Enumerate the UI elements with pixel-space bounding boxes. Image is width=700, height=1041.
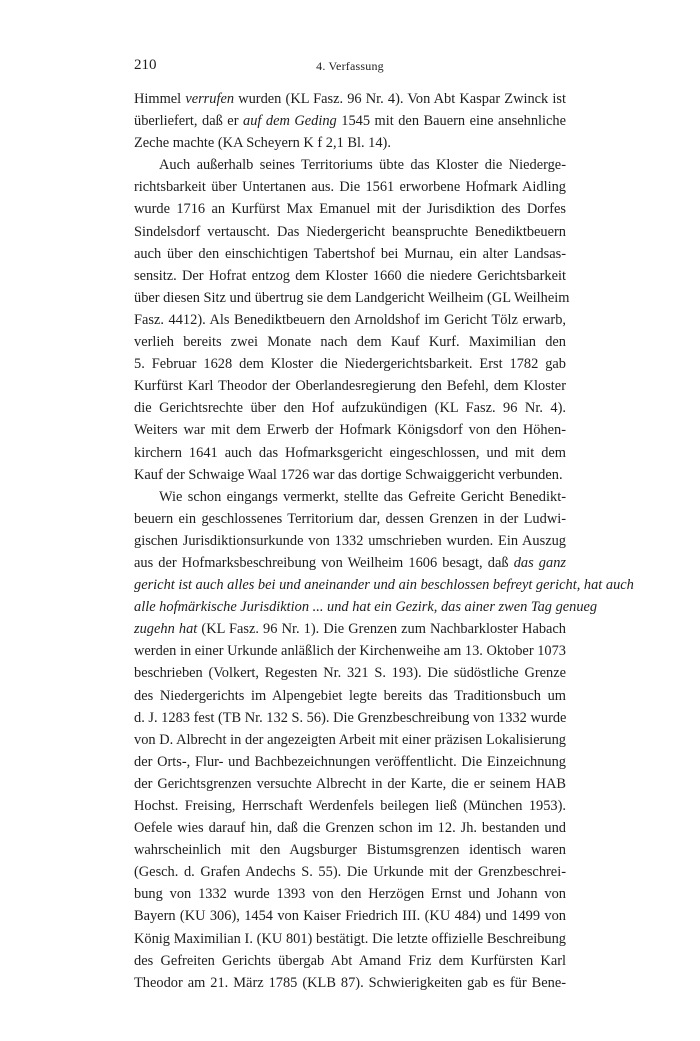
text-run: gischen Jurisdiktionsurkunde von 1332 umschrieben wurden. Ein Auszug (134, 532, 566, 549)
text-line (134, 287, 570, 309)
text-run: Fasz. 4412). Als Benediktbeuern den Arnoldshof im Gericht Tölz erwarb, (134, 311, 566, 328)
text-line (134, 243, 566, 265)
text-run: überliefert, daß er (134, 113, 243, 130)
italic-quote: gericht ist auch alles bei und aneinander und ain beschlossen befreyt gericht, hat auch (134, 577, 634, 594)
text-line (134, 640, 566, 662)
text-run: 1545 mit den Bauern eine ansehnliche (336, 113, 566, 130)
text-line (134, 309, 566, 331)
text-line (134, 132, 566, 154)
text-line (134, 176, 566, 198)
italic-quote: das ganz (513, 554, 566, 571)
text-line (134, 110, 566, 132)
text-line (134, 795, 566, 817)
text-line (134, 751, 566, 773)
text-run: beschrieben (Volkert, Regesten Nr. 321 S. 193). Die südöstliche Grenze (134, 665, 566, 682)
text-run: die Gerichtsrechte über den Hof aufzukündigen (KL Fasz. 96 Nr. 4). (134, 400, 566, 417)
italic-quote: alle hofmärkische Jurisdiktion ... und hat ein Gezirk, das ainer zwen Tag genueg (134, 599, 598, 616)
text-run: der Gerichtsgrenzen versuchte Albrecht in der Karte, die er seinem HAB (134, 775, 566, 792)
text-run: (KL Fasz. 96 Nr. 1). Die Grenzen zum Nachbarkloster Habach (197, 621, 566, 638)
text-run: kirchern 1641 auch das Hofmarksgericht eingeschlossen, und mit dem (134, 444, 566, 461)
text-line (134, 861, 566, 883)
running-head: 4. Verfassung (316, 59, 384, 73)
text-run: (Gesch. d. Grafen Andechs S. 55). Die Urkunde mit der Grenzbeschrei- (134, 864, 566, 881)
text-line (134, 950, 566, 972)
text-run: beuern ein geschlossenes Territorium dar, dessen Grenzen in der Ludwi- (134, 510, 566, 527)
text-line (134, 442, 566, 464)
text-line (134, 883, 566, 905)
text-line (134, 508, 566, 530)
text-line (134, 596, 598, 618)
text-run: König Maximilian I. (KU 801) bestätigt. Die letzte offizielle Beschreibung (134, 930, 566, 947)
text-line (134, 265, 566, 287)
text-run: von D. Albrecht in der angezeigten Arbeit mit einer präzisen Lokalisierung (134, 731, 566, 748)
body-text (134, 88, 634, 994)
text-run: Wie schon eingangs vermerkt, stellte das Gefreite Gericht Benedikt- (159, 488, 566, 505)
text-line (134, 375, 566, 397)
text-line (134, 198, 566, 220)
page-number: 210 (134, 57, 157, 73)
text-line (134, 464, 566, 486)
text-run: Bayern (KU 306), 1454 von Kaiser Friedrich III. (KU 484) und 1499 von (134, 908, 566, 925)
text-run: Weiters war mit dem Erwerb der Hofmark Königsdorf von den Höhen- (134, 422, 566, 439)
text-line (134, 154, 566, 176)
text-line (134, 905, 566, 927)
text-run: wurde 1716 an Kurfürst Max Emanuel mit der Jurisdiktion des Dorfes (134, 201, 566, 218)
page-header (134, 57, 566, 77)
text-run: Oefele wies darauf hin, daß die Grenzen schon im 12. Jh. bestanden und (134, 820, 566, 837)
text-run: über diesen Sitz und übertrug sie dem Landgericht Weilheim (GL Weilheim (134, 289, 570, 306)
text-run: richtsbarkeit über Untertanen aus. Die 1561 erworbene Hofmark Aidling (134, 179, 566, 196)
text-line (134, 817, 566, 839)
text-run: Zeche machte (KA Scheyern K f 2,1 Bl. 14). (134, 135, 391, 152)
text-line (134, 353, 566, 375)
text-line (134, 486, 566, 508)
text-line (134, 552, 566, 574)
text-line (134, 928, 566, 950)
text-line (134, 530, 566, 552)
text-line (134, 88, 566, 110)
text-run: Hochst. Freising, Herrschaft Werdenfels beilegen ließ (München 1953). (134, 798, 566, 814)
text-run: Kauf der Schwaige Waal 1726 war das dortige Schwaiggericht verbunden. (134, 466, 563, 483)
text-line (134, 331, 566, 353)
text-line (134, 574, 634, 596)
text-line (134, 972, 566, 994)
text-run: wurden (KL Fasz. 96 Nr. 4). Von Abt Kaspar Zwinck ist (234, 91, 566, 107)
text-run: der Orts-, Flur- und Bachbezeichnungen veröffentlicht. Die Einzeichnung (134, 753, 566, 770)
text-run: Kurfürst Karl Theodor der Oberlandesregierung den Befehl, dem Kloster (134, 378, 566, 395)
text-run: 5. Februar 1628 dem Kloster die Niedergerichtsbarkeit. Erst 1782 gab (134, 356, 566, 373)
text-line (134, 221, 566, 243)
text-run: des Gefreiten Gerichts übergab Abt Amand Friz dem Kurfürsten Karl (134, 952, 566, 969)
text-run: bung von 1332 wurde 1393 von den Herzögen Ernst und Johann von (134, 886, 566, 903)
text-run: auch über den einschichtigen Tabertshof bei Murnau, ein alter Landsas- (134, 245, 566, 262)
italic-quote: zugehn hat (134, 621, 198, 638)
italic-quote: verrufen (185, 91, 235, 107)
text-run: d. J. 1283 fest (TB Nr. 132 S. 56). Die Grenzbeschreibung von 1332 wurde (134, 709, 567, 726)
text-run: Himmel (134, 91, 186, 107)
text-line (134, 773, 566, 795)
text-line (134, 839, 566, 861)
text-line (134, 707, 566, 729)
italic-quote: auf dem Geding (243, 113, 337, 130)
text-run: des Niedergerichts im Alpengebiet legte bereits das Traditionsbuch um (134, 687, 566, 704)
text-line (134, 729, 566, 751)
text-run: Auch außerhalb seines Territoriums übte das Kloster die Niederge- (159, 157, 566, 174)
text-run: aus der Hofmarksbeschreibung von Weilheim 1606 besagt, daß (134, 554, 514, 571)
text-run: verlieh bereits zwei Monate nach dem Kauf Kurf. Maximilian den (134, 334, 566, 351)
text-run: wahrscheinlich mit den Augsburger Bistumsgrenzen identisch waren (134, 842, 566, 859)
text-line (134, 685, 566, 707)
text-run: werden in einer Urkunde anläßlich der Kirchenweihe am 13. Oktober 1073 (134, 643, 566, 660)
text-line (134, 618, 566, 640)
text-run: sensitz. Der Hofrat entzog dem Kloster 1660 die niedere Gerichtsbarkeit (134, 267, 566, 284)
text-run: Sindelsdorf vertauscht. Das Niedergericht beanspruchte Benediktbeuern (134, 223, 566, 240)
text-line (134, 419, 566, 441)
text-line (134, 662, 566, 684)
text-line (134, 397, 566, 419)
text-run: Theodor am 21. März 1785 (KLB 87). Schwierigkeiten gab es für Bene- (134, 974, 566, 991)
